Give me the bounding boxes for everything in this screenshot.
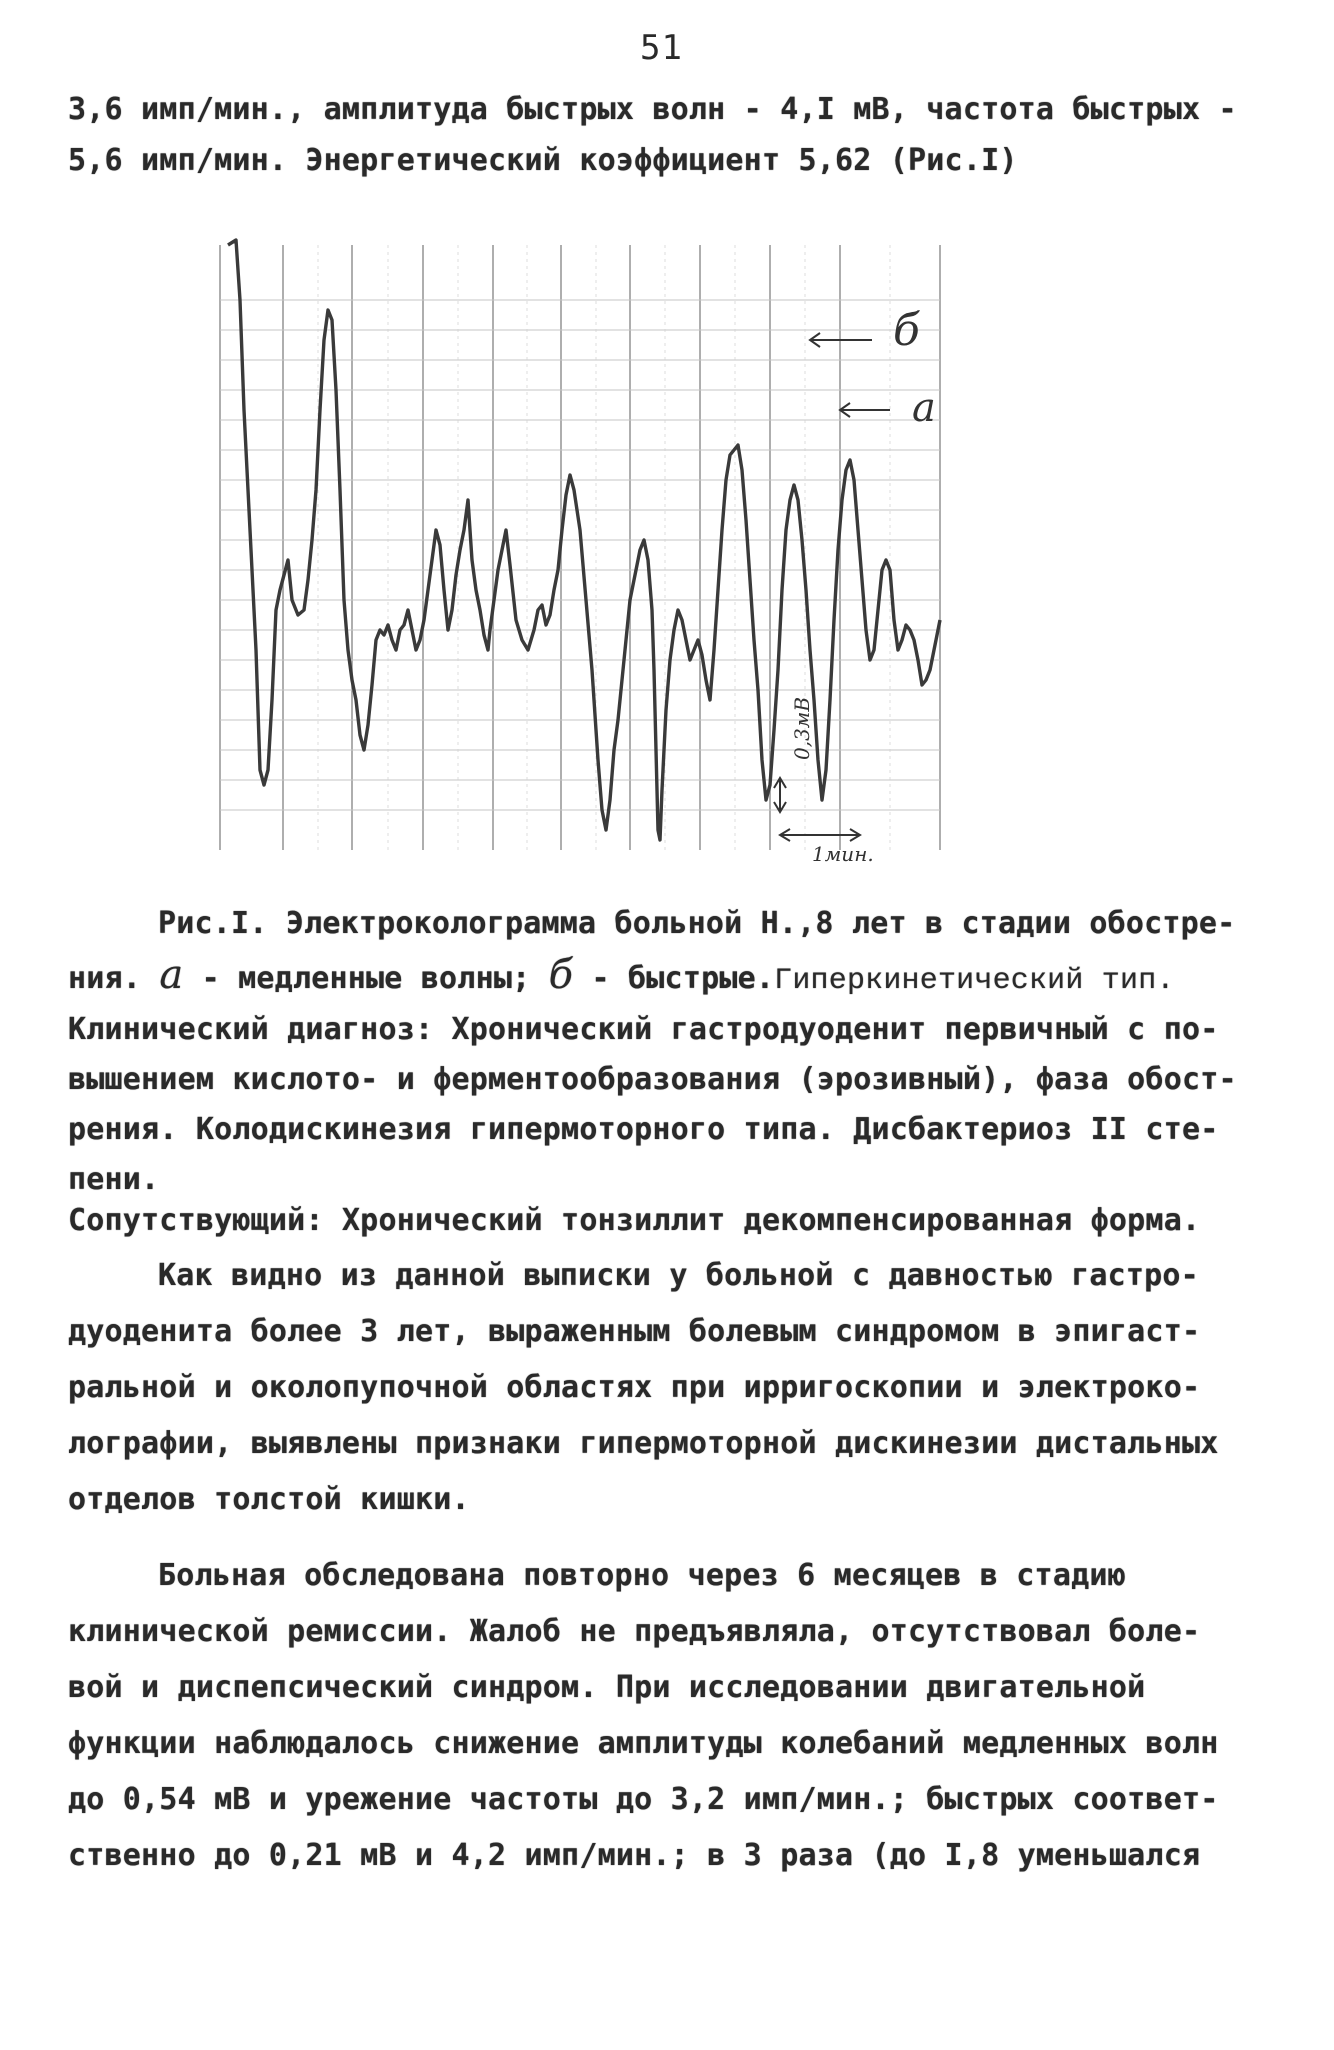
diagnosis-line-2: вышением кислото- и ферментообразования (эрозивный), фаза обост- (68, 1062, 1237, 1097)
paragraph2-line-6: ственно до 0,21 мВ и 4,2 имп/мин.; в 3 раза (до I,8 уменьшался (68, 1838, 1201, 1873)
diagnosis-line-1: Клинический диагноз: Хронический гастродуоденит первичный с по- (68, 1012, 1219, 1047)
intro-line-2: 5,6 имп/мин. Энергетический коэффициент 5,62 (Рис.I) (68, 143, 1018, 178)
paragraph1-line-1: Как видно из данной выписки у больной с давностью гастро- (158, 1258, 1199, 1293)
paragraph2-line-4: функции наблюдалось снижение амплитуды колебаний медленных волн (68, 1726, 1219, 1761)
electrocologram-plot (200, 230, 990, 870)
grid-horizontal (220, 300, 940, 810)
diagnosis-line-4: пени. (68, 1162, 160, 1197)
paragraph1-line-4: лографии, выявлены признаки гипермоторной дискинезии дистальных (68, 1426, 1219, 1461)
caption-line-1: Рис.I. Электроколограмма больной Н.,8 лет в стадии обостре- (158, 906, 1236, 941)
label-fast-waves: б (893, 305, 920, 356)
label-slow-waves: а (912, 385, 936, 431)
page-number: 51 (640, 28, 683, 68)
paragraph1-line-2: дуоденита более 3 лет, выраженным болевым синдромом в эпигаст- (68, 1314, 1201, 1349)
diagnosis-line-3: рения. Колодискинезия гипермоторного типа. Дисбактериоз II сте- (68, 1112, 1219, 1147)
paragraph1-line-3: ральной и околопупочной областях при ирригоскопии и электроко- (68, 1370, 1201, 1405)
electrocologram-figure (200, 230, 990, 870)
caption-b-symbol: б (548, 952, 574, 998)
caption-typed: Гиперкинетический тип. (774, 964, 1175, 998)
paragraph2-line-3: вой и диспепсический синдром. При исследовании двигательной (68, 1670, 1146, 1705)
paragraph2-line-1: Больная обследована повторно через 6 месяцев в стадию (158, 1558, 1126, 1593)
paragraph2-line-2: клинической ремиссии. Жалоб не предъявляла, отсутствовал боле- (68, 1614, 1201, 1649)
scale-time-label: 1мин. (812, 842, 874, 866)
intro-line-1: 3,6 имп/мин., амплитуда быстрых волн - 4,I мВ, частота быстрых - (68, 92, 1237, 127)
caption-a-symbol: а (159, 952, 184, 998)
annotation-arrows (774, 333, 890, 841)
diagnosis-line-5: Сопутствующий: Хронический тонзиллит декомпенсированная форма. (68, 1203, 1201, 1238)
paragraph1-line-5: отделов толстой кишки. (68, 1482, 470, 1517)
paragraph2-line-5: до 0,54 мВ и урежение частоты до 3,2 имп/мин.; быстрых соответ- (68, 1782, 1219, 1817)
caption-line-2: ния. а - медленные волны; б - быстрые.Гиперкинетический тип. (68, 952, 1175, 998)
scale-amplitude-label: 0,3мВ (790, 696, 814, 760)
